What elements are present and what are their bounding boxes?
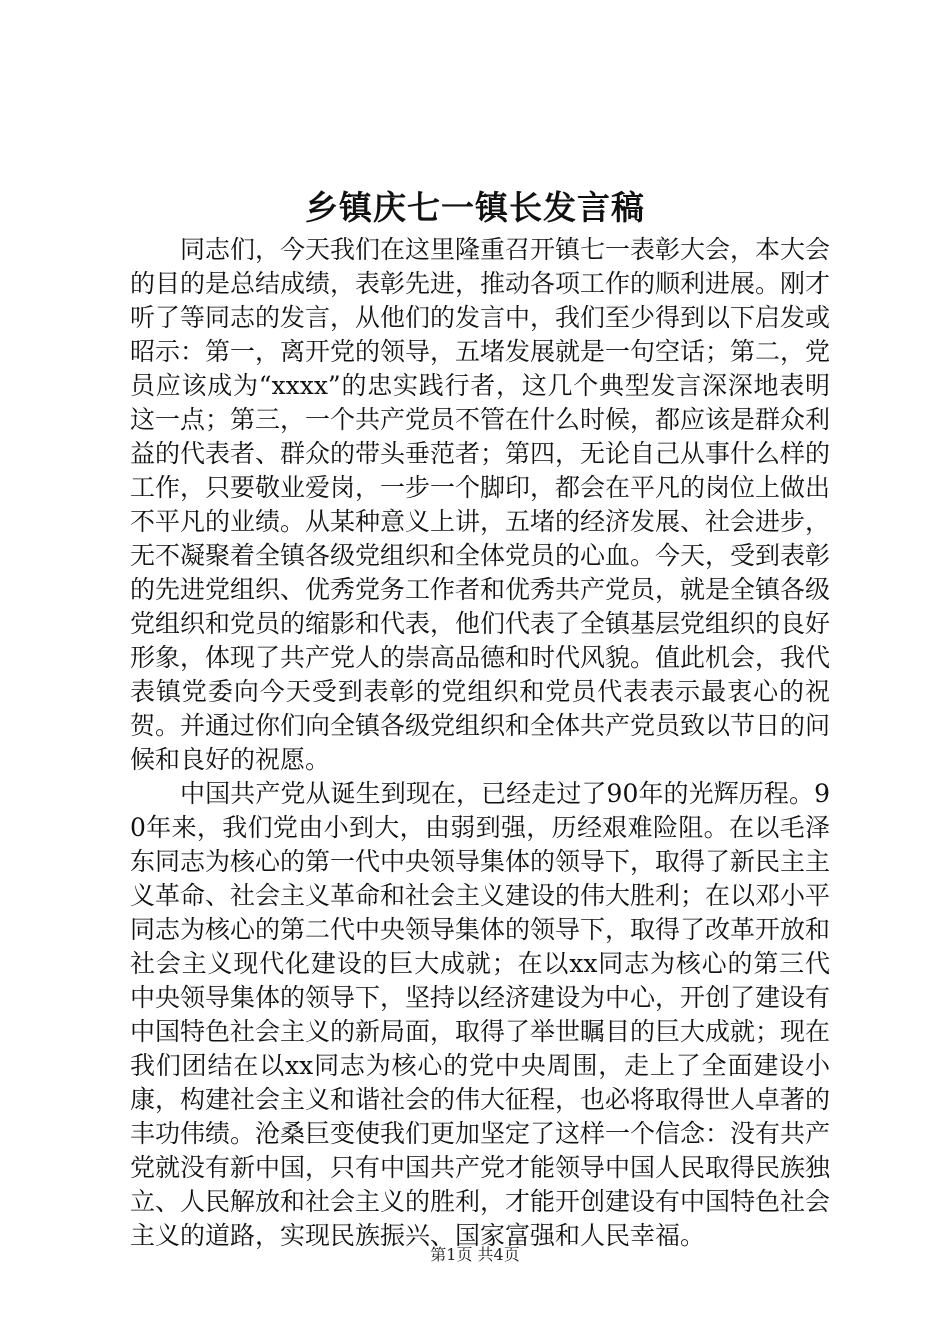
page-number-footer: 第1页 共4页 [430, 1245, 520, 1264]
paragraph-1: 同志们，今天我们在这里隆重召开镇七一表彰大会，本大会的目的是总结成绩，表彰先进，推动各项工作的顺利进展。刚才听了等同志的发言，从他们的发言中，我们至少得到以下启发或昭示：第一，离开党的领导，五堵发展就是一句空话；第二，党员应该成为“xxxx”的忠实践行者，这几个典型发言深深地表明这一点；第三，一个共产党员不管在什么时候，都应该是群众利益的代表者、群众的带头垂范者；第四，无论自己从事什么样的工作，只要敬业爱岗，一步一个脚印，都会在平凡的岗位上做出不平凡的业绩。从某种意义上讲，五堵的经济发展、社会进步，无不凝聚着全镇各级党组织和全体党员的心血。今天，受到表彰的先进党组织、优秀党务工作者和优秀共产党员，就是全镇各级党组织和党员的缩影和代表，他们代表了全镇基层党组织的良好形象，体现了共产党人的崇高品德和时代风貌。值此机会，我代表镇党委向今天受到表彰的党组织和党员代表表示最衷心的祝贺。并通过你们向全镇各级党组织和全体共产党员致以节日的问候和良好的祝愿。 [130, 235, 831, 774]
document-body [130, 233, 830, 1253]
paragraph-2: 中国共产党从诞生到现在，已经走过了90年的光辉历程。90年来，我们党由小到大，由弱到强，历经艰难险阻。在以毛泽东同志为核心的第一代中央领导集体的领导下，取得了新民主主义革命、社会主义革命和社会主义建设的伟大胜利；在以邓小平同志为核心的第二代中央领导集体的领导下，取得了改革开放和社会主义现代化建设的巨大成就；在以xx同志为核心的第三代中央领导集体的领导下，坚持以经济建设为中心，开创了建设有中国特色社会主义的新局面，取得了举世瞩目的巨大成就；现在我们团结在以xx同志为核心的党中央周围，走上了全面建设小康，构建社会主义和谐社会的伟大征程，也必将取得世人卓著的丰功伟绩。沧桑巨变使我们更加坚定了这样一个信念：没有共产党就没有新中国，只有中国共产党才能领导中国人民取得民族独立、人民解放和社会主义的胜利，才能开创建设有中国特色社会主义的道路，实现民族振兴、国家富强和人民幸福。 [130, 779, 831, 1250]
document-title: 乡镇庆七一镇长发言稿 [305, 188, 645, 227]
